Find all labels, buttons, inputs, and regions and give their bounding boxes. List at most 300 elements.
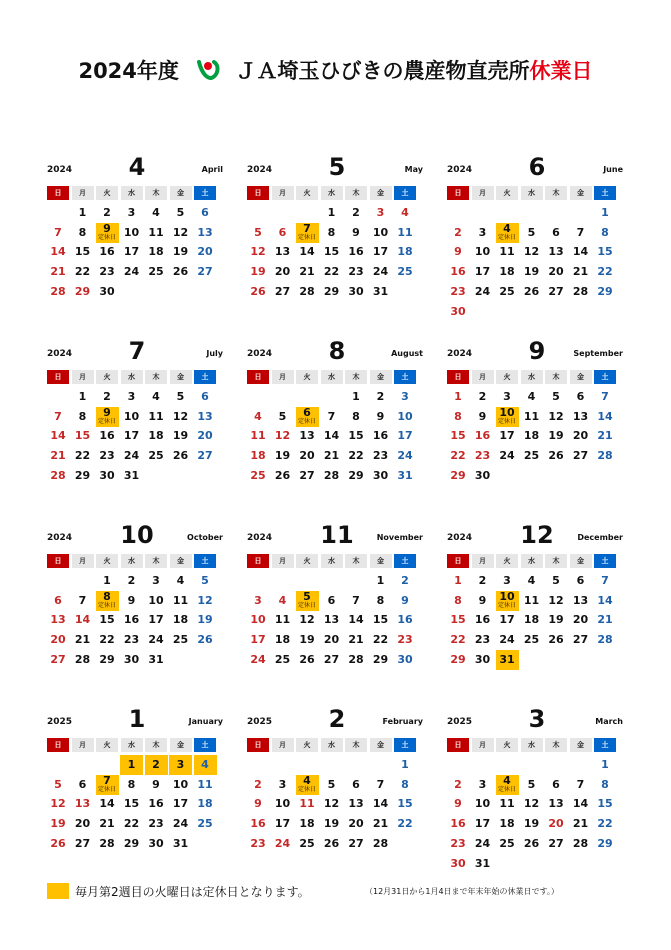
day-cell: 15 — [348, 429, 364, 443]
day-cell: 7 — [576, 225, 585, 239]
day-cell: 6 — [201, 390, 209, 403]
day-cell: 13 — [197, 225, 213, 239]
day-cell: 12 — [172, 409, 189, 423]
day-cell: 24 — [123, 449, 140, 463]
weekday-label: 水 — [321, 186, 343, 200]
day-cell: 23 — [474, 633, 491, 647]
month-december — [447, 521, 623, 671]
weekday-label: 日 — [247, 370, 269, 384]
day-cell: 28 — [597, 633, 613, 647]
weekday-label: 月 — [72, 186, 94, 200]
weekday-label: 月 — [472, 738, 494, 752]
day-cell: 15 — [597, 797, 613, 811]
day-cell: 7 — [54, 225, 62, 239]
weekday-label: 月 — [272, 370, 294, 384]
day-cell: 22 — [74, 449, 91, 463]
day-cell: 29 — [323, 284, 340, 298]
month-name: June — [603, 165, 623, 174]
day-cell: 12 — [299, 613, 315, 627]
day-cell: 1 — [327, 206, 336, 219]
day-cell: 20 — [197, 429, 213, 443]
day-cell: 27 — [197, 265, 213, 279]
day-cell: 25 — [499, 836, 515, 850]
month-year: 2024 — [247, 165, 273, 175]
day-cell: 11 — [197, 777, 213, 791]
title-year: 2024年度 — [78, 59, 179, 83]
weekday-label: 月 — [72, 370, 94, 384]
closed-day-label: 定休日 — [97, 417, 116, 425]
day-cell: 18 — [523, 613, 540, 627]
day-cell: 14 — [597, 409, 613, 423]
day-cell: 30 — [123, 652, 140, 666]
day-cell: 15 — [74, 429, 91, 443]
weekday-label: 日 — [47, 370, 69, 384]
day-cell: 6 — [576, 390, 585, 403]
month-number: 7 — [128, 337, 146, 365]
day-cell: 21 — [50, 449, 66, 463]
day-cell: 25 — [197, 817, 213, 831]
weekday-header — [47, 186, 223, 200]
day-cell: 12 — [274, 429, 291, 443]
day-cell: 12 — [172, 225, 189, 239]
day-cell: 26 — [274, 468, 291, 482]
day-cell: 28 — [50, 468, 66, 482]
day-cell: 20 — [348, 817, 364, 831]
weekday-label: 木 — [345, 738, 367, 752]
day-cell: 22 — [597, 265, 613, 279]
day-cell: 14 — [50, 245, 66, 259]
day-cell: 3 — [278, 777, 287, 791]
day-cell: 18 — [299, 817, 315, 831]
day-cell: 29 — [123, 836, 140, 850]
day-cell: 3 — [401, 390, 409, 403]
month-january — [47, 705, 223, 855]
day-cell: 25 — [523, 633, 540, 647]
weekday-header — [47, 370, 223, 384]
weekday-label: 木 — [145, 370, 167, 384]
month-year: 2024 — [447, 349, 473, 359]
day-cell: 15 — [450, 613, 466, 627]
day-cell: 27 — [348, 836, 364, 850]
legend-note: （12月31日から1月4日まで年末年始の休業日です。） — [365, 887, 559, 896]
weekday-header — [47, 738, 223, 752]
day-cell: 11 — [523, 409, 540, 423]
month-name: September — [573, 349, 623, 358]
holiday-day: 2 — [145, 755, 168, 775]
day-cell: 17 — [499, 613, 515, 627]
day-cell: 10 — [123, 409, 140, 423]
day-cell: 20 — [50, 633, 66, 647]
month-number: 12 — [520, 521, 554, 549]
month-february — [247, 705, 423, 855]
day-cell: 9 — [376, 409, 385, 423]
month-year: 2024 — [47, 533, 73, 543]
month-name: January — [188, 717, 223, 726]
day-cell: 4 — [527, 390, 536, 403]
legend-swatch — [47, 883, 69, 899]
weekday-label: 金 — [570, 738, 592, 752]
day-cell: 9 — [478, 409, 487, 423]
closed-day-label: 定休日 — [297, 233, 316, 241]
weekday-label: 月 — [72, 738, 94, 752]
day-cell: 21 — [597, 613, 613, 627]
closed-day-label: 定休日 — [97, 233, 116, 241]
month-header — [247, 521, 423, 553]
day-cell: 16 — [99, 429, 115, 443]
day-cell: 26 — [523, 284, 540, 298]
day-cell: 20 — [299, 449, 315, 463]
day-cell: 5 — [278, 409, 287, 423]
weekday-label: 日 — [447, 370, 469, 384]
day-cell: 15 — [397, 797, 413, 811]
closed-day-label: 定休日 — [297, 417, 316, 425]
day-cell: 22 — [123, 817, 140, 831]
day-cell: 17 — [274, 817, 291, 831]
day-cell: 29 — [74, 468, 91, 482]
day-cell: 25 — [148, 265, 164, 279]
day-cell: 3 — [127, 206, 136, 219]
weekday-label: 火 — [496, 370, 518, 384]
weekday-label: 木 — [345, 370, 367, 384]
day-cell: 11 — [274, 613, 291, 627]
day-cell: 19 — [323, 817, 340, 831]
day-cell: 10 — [274, 797, 291, 811]
day-cell: 2 — [401, 574, 409, 587]
day-cell: 18 — [148, 245, 164, 259]
day-cell: 29 — [450, 468, 466, 482]
day-cell: 28 — [323, 468, 340, 482]
day-cell: 15 — [597, 245, 613, 259]
day-cell: 26 — [50, 836, 66, 850]
day-cell: 31 — [123, 468, 140, 482]
day-cell: 1 — [401, 758, 409, 771]
day-cell: 20 — [548, 265, 564, 279]
day-cell: 23 — [250, 836, 266, 850]
day-cell: 3 — [503, 574, 511, 587]
title-org: ＪＡ埼玉ひびきの農産物直売所 — [235, 59, 530, 83]
day-cell: 22 — [74, 265, 91, 279]
day-cell: 3 — [152, 574, 160, 587]
closed-day-label: 定休日 — [497, 601, 516, 609]
day-cell: 25 — [172, 633, 189, 647]
month-year: 2024 — [47, 349, 73, 359]
month-header — [47, 153, 223, 185]
day-cell: 22 — [348, 449, 364, 463]
month-september — [447, 337, 623, 487]
day-cell: 29 — [597, 284, 613, 298]
day-cell: 2 — [478, 574, 487, 587]
month-year: 2024 — [447, 533, 473, 543]
day-cell: 2 — [127, 574, 136, 587]
day-cell: 30 — [474, 652, 491, 666]
day-cell: 20 — [323, 633, 340, 647]
day-cell: 7 — [54, 409, 62, 423]
weekday-label: 水 — [121, 554, 143, 568]
day-cell: 5 — [254, 225, 262, 239]
day-cell: 8 — [352, 409, 360, 423]
weekday-label: 日 — [47, 186, 69, 200]
day-cell: 18 — [172, 613, 189, 627]
day-cell: 9 — [401, 593, 409, 607]
day-cell: 8 — [327, 225, 336, 239]
day-cell: 30 — [450, 856, 466, 870]
weekday-label: 水 — [321, 370, 343, 384]
day-cell: 30 — [99, 468, 115, 482]
day-cell: 23 — [372, 449, 389, 463]
day-cell: 24 — [499, 633, 515, 647]
day-cell: 29 — [74, 284, 91, 298]
day-cell: 21 — [74, 633, 91, 647]
day-cell: 20 — [74, 817, 91, 831]
day-number: 10 — [499, 405, 515, 419]
weekday-label: 土 — [594, 554, 616, 568]
day-cell: 23 — [348, 265, 364, 279]
month-name: August — [391, 349, 423, 358]
day-cell: 30 — [397, 652, 413, 666]
month-year: 2024 — [447, 165, 473, 175]
weekday-label: 金 — [170, 738, 192, 752]
month-number: 4 — [128, 153, 146, 181]
month-year: 2024 — [247, 533, 273, 543]
day-cell: 23 — [397, 633, 413, 647]
day-cell: 28 — [74, 652, 91, 666]
day-cell: 27 — [274, 284, 291, 298]
day-cell: 17 — [397, 429, 413, 443]
day-cell: 10 — [123, 225, 140, 239]
day-cell: 1 — [454, 574, 462, 587]
day-cell: 24 — [274, 836, 291, 850]
day-cell: 20 — [274, 265, 291, 279]
day-cell: 18 — [523, 429, 540, 443]
day-cell: 25 — [299, 836, 315, 850]
day-cell: 30 — [450, 304, 466, 318]
day-cell: 21 — [323, 449, 340, 463]
month-year: 2024 — [47, 165, 73, 175]
day-cell: 23 — [450, 836, 466, 850]
holiday-day: 4 — [194, 755, 217, 775]
closed-day — [496, 591, 519, 611]
day-cell: 12 — [523, 797, 540, 811]
day-number: 4 — [303, 773, 311, 787]
day-cell: 15 — [74, 245, 91, 259]
weekday-label: 日 — [247, 186, 269, 200]
day-cell: 13 — [548, 797, 564, 811]
weekday-label: 日 — [47, 554, 69, 568]
weekday-label: 火 — [96, 738, 118, 752]
month-number: 1 — [128, 705, 146, 733]
day-cell: 11 — [523, 593, 540, 607]
day-cell: 11 — [148, 409, 164, 423]
day-cell: 19 — [299, 633, 315, 647]
day-cell: 5 — [201, 574, 209, 587]
month-name: July — [206, 349, 223, 358]
weekday-label: 火 — [496, 738, 518, 752]
day-cell: 13 — [323, 613, 340, 627]
day-cell: 17 — [123, 429, 140, 443]
weekday-label: 火 — [96, 186, 118, 200]
weekday-label: 金 — [170, 186, 192, 200]
weekday-label: 木 — [545, 186, 567, 200]
day-cell: 7 — [601, 390, 609, 403]
day-cell: 6 — [327, 593, 336, 607]
day-cell: 16 — [397, 613, 413, 627]
day-cell: 25 — [250, 468, 266, 482]
day-cell: 16 — [450, 265, 466, 279]
day-cell: 24 — [372, 265, 389, 279]
day-cell: 27 — [299, 468, 315, 482]
day-cell: 29 — [372, 652, 389, 666]
day-cell: 5 — [176, 390, 185, 403]
month-header — [247, 153, 423, 185]
day-cell: 14 — [572, 245, 589, 259]
day-cell: 19 — [548, 613, 564, 627]
month-number: 2 — [328, 705, 346, 733]
day-cell: 24 — [148, 633, 164, 647]
weekday-label: 月 — [272, 554, 294, 568]
day-cell: 14 — [372, 797, 389, 811]
weekday-label: 水 — [521, 186, 543, 200]
weekday-label: 火 — [296, 370, 318, 384]
day-cell: 22 — [397, 817, 413, 831]
weekday-label: 土 — [394, 554, 416, 568]
day-cell: 27 — [323, 652, 340, 666]
weekday-label: 火 — [496, 186, 518, 200]
day-cell: 18 — [250, 449, 266, 463]
day-cell: 16 — [450, 817, 466, 831]
month-number: 6 — [528, 153, 546, 181]
weekday-label: 火 — [296, 186, 318, 200]
day-cell: 24 — [172, 817, 189, 831]
closed-day — [96, 407, 119, 427]
day-cell: 27 — [548, 284, 564, 298]
weekday-label: 木 — [345, 554, 367, 568]
day-cell: 18 — [197, 797, 213, 811]
day-cell: 28 — [572, 836, 589, 850]
day-cell: 1 — [376, 574, 385, 587]
day-cell: 1 — [103, 574, 111, 587]
day-cell: 9 — [478, 593, 487, 607]
weekday-label: 木 — [145, 186, 167, 200]
day-cell: 6 — [576, 574, 585, 587]
weekday-label: 金 — [170, 370, 192, 384]
day-cell: 11 — [172, 593, 189, 607]
day-cell: 6 — [201, 206, 209, 219]
month-name: May — [404, 165, 423, 174]
day-cell: 14 — [299, 245, 315, 259]
day-number: 9 — [103, 405, 111, 419]
day-cell: 2 — [454, 777, 462, 791]
day-cell: 17 — [474, 265, 491, 279]
day-cell: 21 — [572, 265, 589, 279]
day-cell: 8 — [127, 777, 136, 791]
weekday-header — [447, 370, 623, 384]
day-cell: 12 — [197, 593, 213, 607]
day-cell: 8 — [454, 409, 462, 423]
day-number: 4 — [503, 773, 511, 787]
day-cell: 15 — [450, 429, 466, 443]
day-cell: 11 — [148, 225, 164, 239]
day-cell: 1 — [601, 206, 609, 219]
day-number: 7 — [103, 773, 111, 787]
day-cell: 2 — [376, 390, 385, 403]
day-cell: 6 — [78, 777, 87, 791]
month-march — [447, 705, 623, 870]
day-cell: 15 — [323, 245, 340, 259]
closed-day — [96, 223, 119, 243]
weekday-label: 火 — [96, 370, 118, 384]
day-cell: 21 — [597, 429, 613, 443]
day-cell: 11 — [499, 797, 515, 811]
day-cell: 21 — [50, 265, 66, 279]
day-cell: 20 — [572, 613, 589, 627]
closed-day — [496, 223, 519, 243]
weekday-label: 金 — [570, 370, 592, 384]
day-cell: 7 — [78, 593, 87, 607]
weekday-label: 水 — [321, 738, 343, 752]
month-november — [247, 521, 423, 671]
weekday-header — [247, 738, 423, 752]
day-cell: 14 — [50, 429, 66, 443]
month-number: 11 — [320, 521, 354, 549]
day-cell: 25 — [397, 265, 413, 279]
day-cell: 13 — [572, 593, 589, 607]
day-cell: 16 — [148, 797, 164, 811]
month-header — [47, 337, 223, 369]
day-cell: 15 — [123, 797, 140, 811]
day-cell: 8 — [454, 593, 462, 607]
day-cell: 13 — [197, 409, 213, 423]
weekday-label: 土 — [394, 738, 416, 752]
day-cell: 22 — [372, 633, 389, 647]
month-october — [47, 521, 223, 671]
day-cell: 8 — [78, 409, 87, 423]
day-cell: 19 — [523, 817, 540, 831]
day-cell: 22 — [323, 265, 340, 279]
day-cell: 31 — [474, 856, 491, 870]
day-cell: 11 — [250, 429, 266, 443]
closed-day — [296, 775, 319, 795]
day-cell: 26 — [299, 652, 315, 666]
day-cell: 19 — [172, 245, 189, 259]
day-cell: 29 — [450, 652, 466, 666]
day-cell: 6 — [552, 777, 560, 791]
day-cell: 18 — [499, 265, 515, 279]
closed-day — [296, 591, 319, 611]
weekday-label: 水 — [121, 738, 143, 752]
day-cell: 2 — [454, 225, 462, 239]
weekday-label: 土 — [594, 738, 616, 752]
weekday-label: 日 — [447, 554, 469, 568]
day-cell: 4 — [176, 574, 185, 587]
day-cell: 22 — [597, 817, 613, 831]
day-cell: 6 — [552, 225, 560, 239]
day-cell: 21 — [372, 817, 389, 831]
weekday-label: 土 — [594, 370, 616, 384]
weekday-label: 金 — [170, 554, 192, 568]
holiday-day: 1 — [120, 755, 143, 775]
day-cell: 22 — [99, 633, 115, 647]
day-cell: 14 — [597, 593, 613, 607]
day-cell: 26 — [548, 633, 564, 647]
day-cell: 2 — [478, 390, 487, 403]
day-cell: 9 — [454, 797, 462, 811]
day-cell: 10 — [172, 777, 189, 791]
day-cell: 5 — [54, 777, 62, 791]
weekday-label: 木 — [145, 554, 167, 568]
closed-day-label: 定休日 — [97, 785, 116, 793]
day-cell: 31 — [372, 284, 389, 298]
day-cell: 24 — [397, 449, 413, 463]
